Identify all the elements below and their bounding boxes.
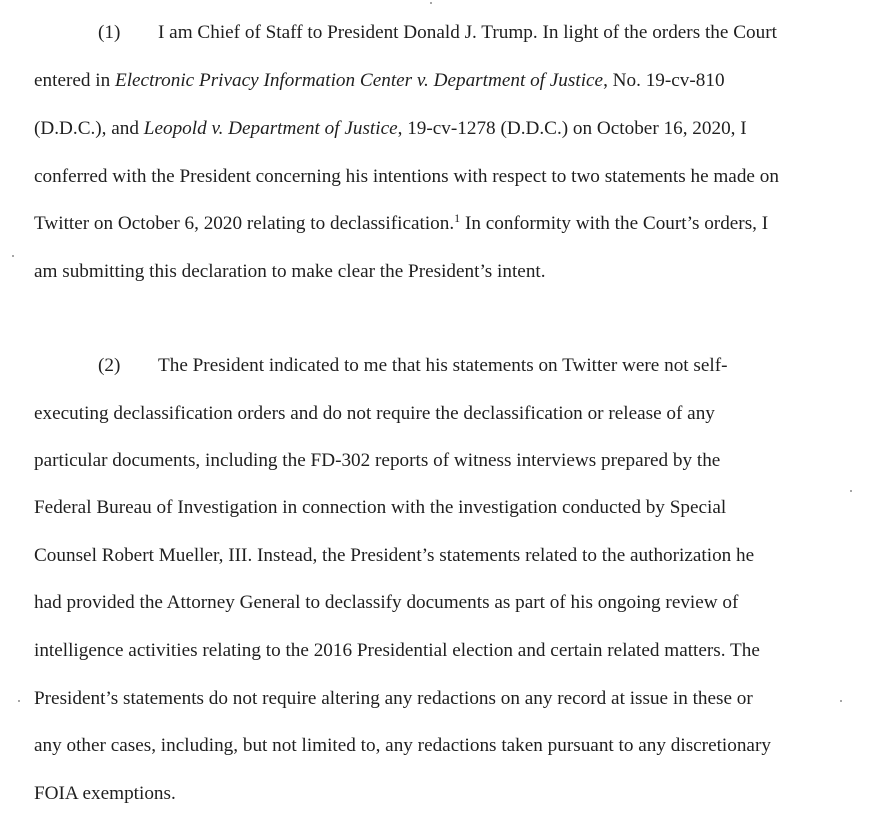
paragraph-2-line-1	[98, 355, 728, 377]
paragraph-1-line-6: am submitting this declaration to make clear the President’s intent.	[34, 261, 546, 282]
paragraph-1-number: (1)	[98, 22, 121, 43]
scan-speck	[18, 700, 20, 702]
scan-speck	[840, 700, 842, 702]
paragraph-2-line-5: Counsel Robert Mueller, III. Instead, the President’s statements related to the authorization he	[34, 545, 755, 566]
case-citation-leopold: Leopold v. Department of Justice	[143, 118, 398, 139]
scan-speck	[12, 255, 14, 257]
scan-speck	[430, 2, 432, 4]
paragraph-2-text: The President indicated to me that his statements on Twitter were not self-	[158, 355, 728, 376]
paragraph-1-line-4: conferred with the President concerning his intentions with respect to two statements he made on	[34, 166, 779, 187]
footnote-marker[interactable]: 1	[454, 211, 461, 225]
paragraph-2-line-2: executing declassification orders and do not require the declassification or release of any	[34, 403, 715, 424]
paragraph-2-line-3: particular documents, including the FD-302 reports of witness interviews prepared by the	[34, 450, 721, 471]
paragraph-1-line-1	[98, 22, 777, 44]
case-citation-epic: Electronic Privacy Information Center v. Department of Justice	[114, 70, 604, 91]
paragraph-1-line-3: (D.D.C.), and Leopold v. Department of Justice, 19-cv-1278 (D.D.C.) on October 16, 2020, I	[34, 118, 747, 139]
paragraph-1-line-2: entered in Electronic Privacy Information Center v. Department of Justice, No. 19-cv-810	[34, 70, 725, 91]
paragraph-1-text: I am Chief of Staff to President Donald J. Trump. In light of the orders the Court	[158, 22, 777, 43]
paragraph-2-number: (2)	[98, 355, 121, 376]
paragraph-2-line-9: any other cases, including, but not limited to, any redactions taken pursuant to any discretionary	[34, 735, 771, 756]
paragraph-2-line-4: Federal Bureau of Investigation in connection with the investigation conducted by Special	[34, 497, 727, 518]
paragraph-1-line-5: Twitter on October 6, 2020 relating to declassification.$^1$ In conformity with the Court’s orders, I	[34, 211, 769, 234]
paragraph-2-line-6: had provided the Attorney General to declassify documents as part of his ongoing review of	[34, 592, 739, 613]
paragraph-2-line-10: FOIA exemptions.	[34, 783, 176, 804]
paragraph-2-line-8: President’s statements do not require altering any redactions on any record at issue in these or	[34, 688, 753, 709]
paragraph-2-line-7: intelligence activities relating to the 2016 Presidential election and certain related matters. The	[34, 640, 760, 661]
scan-speck	[850, 490, 852, 492]
